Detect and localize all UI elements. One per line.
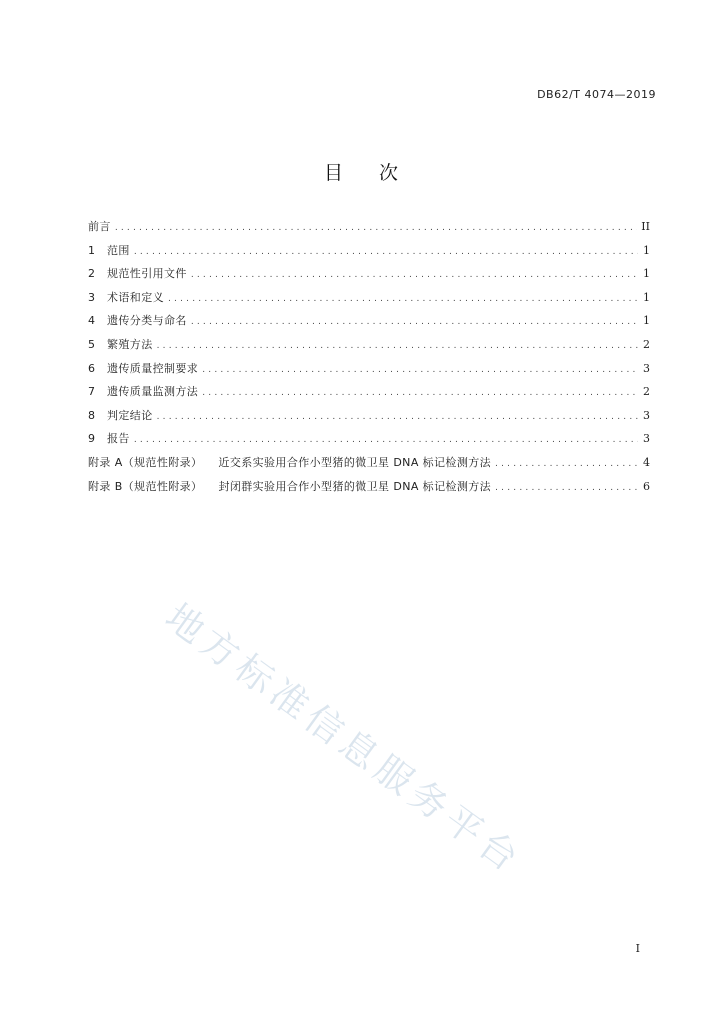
toc-page-number: 6 (643, 479, 650, 493)
toc-page-number: 2 (643, 385, 650, 399)
toc-number: 3 (88, 290, 95, 304)
toc-leader-dots (168, 294, 638, 304)
toc-entry-report[interactable] (88, 430, 650, 454)
toc-page-number: 1 (643, 243, 650, 257)
toc-entry-appendix-a[interactable] (88, 454, 650, 478)
toc-leader-dots (495, 483, 638, 493)
toc-label: 范围 (107, 243, 130, 257)
toc-label: 遗传质量控制要求 (107, 361, 199, 375)
toc-page-number: 1 (643, 314, 650, 328)
table-of-contents (88, 218, 650, 501)
toc-label: 判定结论 (107, 408, 153, 422)
title-char-1: 目 (323, 162, 345, 184)
toc-number: 1 (88, 243, 95, 257)
toc-leader-dots (495, 459, 638, 469)
toc-leader-dots (157, 341, 638, 351)
toc-label: 报告 (107, 432, 130, 446)
appendix-title: 封闭群实验用合作小型猪的微卫星 DNA 标记检测方法 (218, 479, 492, 493)
toc-leader-dots (115, 223, 637, 233)
toc-number: 5 (88, 337, 95, 351)
toc-leader-dots (134, 247, 638, 257)
title-char-2: 次 (379, 162, 401, 184)
toc-entry-terms[interactable] (88, 289, 650, 313)
toc-leader-dots (191, 270, 638, 280)
toc-label: 遗传质量监测方法 (107, 385, 199, 399)
toc-entry-monitoring[interactable] (88, 383, 650, 407)
appendix-label: 附录 A（规范性附录） (88, 455, 203, 469)
toc-entry-normative-references[interactable] (88, 265, 650, 289)
appendix-label: 附录 B（规范性附录） (88, 479, 203, 493)
toc-leader-dots (191, 317, 638, 327)
toc-leader-dots (157, 412, 638, 422)
toc-label (88, 454, 491, 470)
toc-page-number: 3 (643, 361, 650, 375)
toc-number: 7 (88, 385, 95, 399)
toc-page-number: 4 (643, 455, 650, 469)
toc-entry-breeding[interactable] (88, 336, 650, 360)
toc-number: 9 (88, 432, 95, 446)
toc-entry-scope[interactable] (88, 242, 650, 266)
toc-label: 繁殖方法 (107, 337, 153, 351)
toc-number: 4 (88, 314, 95, 328)
toc-label: 遗传分类与命名 (107, 314, 187, 328)
toc-label: 规范性引用文件 (107, 267, 187, 281)
page-title (0, 158, 724, 185)
toc-leader-dots (134, 435, 638, 445)
appendix-title: 近交系实验用合作小型猪的微卫星 DNA 标记检测方法 (218, 455, 492, 469)
toc-entry-foreword[interactable] (88, 218, 650, 242)
toc-entry-classification[interactable] (88, 312, 650, 336)
toc-page-number: 3 (643, 432, 650, 446)
toc-page-number: 1 (643, 267, 650, 281)
toc-number: 2 (88, 267, 95, 281)
toc-label: 前言 (88, 220, 111, 233)
toc-entry-quality-control[interactable] (88, 360, 650, 384)
toc-page-number: 2 (643, 337, 650, 351)
toc-leader-dots (202, 388, 638, 398)
toc-page-number: 1 (643, 290, 650, 304)
toc-label (88, 478, 491, 494)
toc-label: 术语和定义 (107, 290, 164, 304)
toc-page-number: II (641, 220, 650, 233)
toc-entry-appendix-b[interactable] (88, 478, 650, 502)
watermark: 地方标准信息服务平台 (157, 595, 531, 883)
toc-entry-conclusion[interactable] (88, 407, 650, 431)
toc-leader-dots (202, 365, 638, 375)
toc-page-number: 3 (643, 408, 650, 422)
standard-code: DB62/T 4074—2019 (537, 88, 656, 101)
toc-number: 6 (88, 361, 95, 375)
toc-number: 8 (88, 408, 95, 422)
page-number: I (635, 942, 640, 955)
